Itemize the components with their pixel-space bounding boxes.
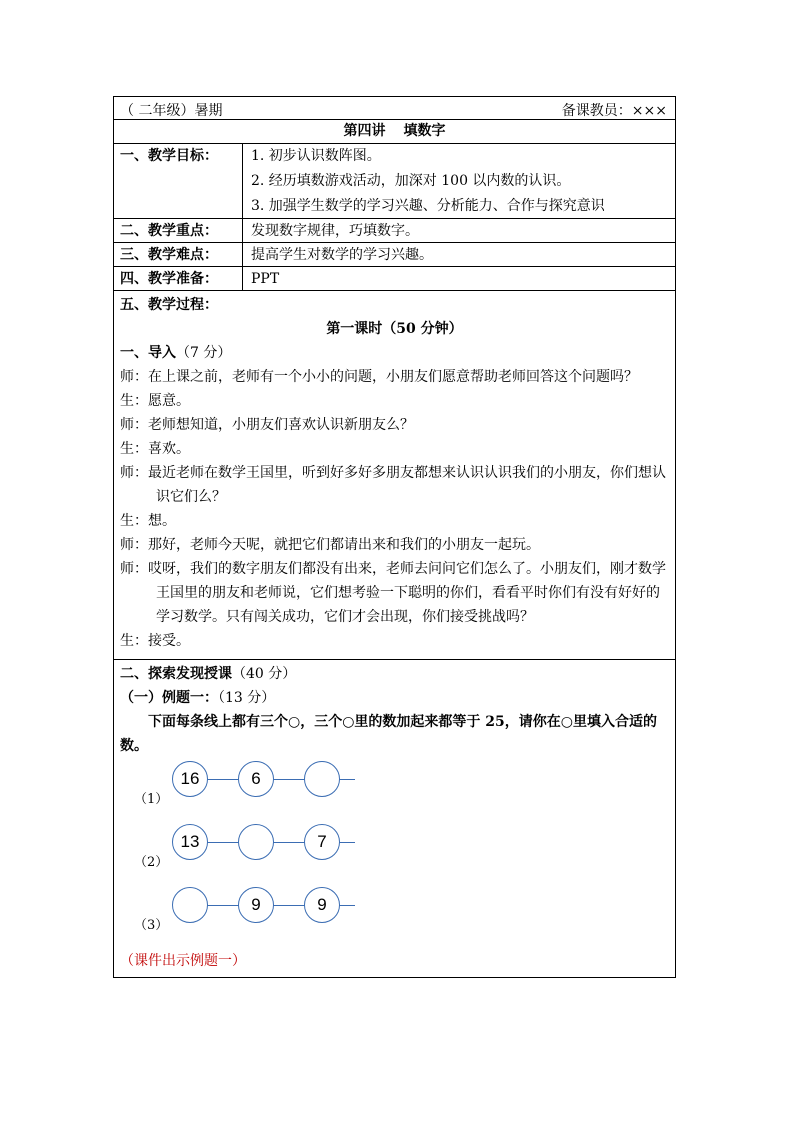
explore-heading-line — [120, 662, 669, 686]
dialogue-line: 师：老师想知道，小朋友们喜欢认识新朋友么？ — [120, 417, 414, 433]
explore-section — [113, 660, 676, 978]
objectives-list — [243, 144, 675, 218]
difficulties-label: 三、教学难点： — [114, 243, 243, 266]
preparation-value: PPT — [251, 271, 280, 287]
number-circle: 7 — [304, 824, 340, 860]
number-circle: 9 — [238, 887, 274, 923]
blank-circle[interactable] — [304, 761, 340, 797]
blank-circle[interactable] — [238, 824, 274, 860]
dialogue-line: 师：那好，老师今天呢，就把它们都请出来和我们的小朋友一起玩。 — [120, 537, 540, 553]
objective-item: 1. 初步认识数阵图。 — [251, 148, 381, 164]
lecture-number: 第四讲 — [343, 123, 386, 139]
lesson-title-row — [113, 120, 676, 144]
number-circle: 9 — [304, 887, 340, 923]
preparation-label: 四、教学准备： — [114, 267, 243, 290]
dialogue-line: 生：想。 — [120, 513, 176, 529]
puzzle-1 — [120, 758, 669, 821]
objective-item: 2. 经历填数游戏活动，加深对 100 以内数的认识。 — [251, 173, 571, 189]
process-section — [113, 291, 676, 660]
key-points-label: 二、教学重点： — [114, 219, 243, 242]
dialogue-line: 生：接受。 — [120, 633, 190, 649]
dialogue-line: 生：愿意。 — [120, 393, 190, 409]
puzzle-label: （2） — [134, 855, 169, 870]
teacher-label: 备课教员：××× — [561, 103, 667, 119]
dialogue-line: 师：哎呀，我们的数字朋友们都没有出来，老师去问问它们怎么了。小朋友们，刚才数学王国里的朋友和老师说，它们想考验一下聪明的你们，看看平时你们有没有好好的学习数学。只有闯关成功，它们才会出现，你们接受挑战吗？ — [120, 561, 666, 625]
intro-heading: 一、导入 — [120, 345, 176, 361]
dialogue-line: 生：喜欢。 — [120, 441, 190, 457]
dialogue-line: 师：在上课之前，老师有一个小小的问题，小朋友们愿意帮助老师回答这个问题吗？ — [120, 369, 638, 385]
puzzle-3 — [120, 884, 669, 947]
lecture-topic: 填数字 — [403, 123, 446, 139]
header-row — [113, 96, 676, 120]
courseware-note: （课件出示例题一） — [120, 953, 246, 969]
blank-circle[interactable] — [172, 887, 208, 923]
difficulties-value: 提高学生对数学的学习兴趣。 — [251, 247, 433, 263]
explore-heading: 二、探索发现授课 — [120, 666, 232, 682]
number-circle: 13 — [172, 824, 208, 860]
example-time: （13 分） — [218, 690, 276, 706]
lesson-period-title: 第一课时（50 分钟） — [326, 321, 463, 337]
key-points-row — [113, 219, 676, 243]
objective-item: 3. 加强学生数学的学习兴趣、分析能力、合作与探究意识 — [251, 198, 605, 214]
difficulties-row — [113, 243, 676, 267]
dialogue-line: 师：最近老师在数学王国里，听到好多好多朋友都想来认识认识我们的小朋友，你们想认识它们么？ — [120, 465, 666, 505]
example-heading: （一）例题一： — [120, 690, 218, 706]
intro-time: （7 分） — [176, 345, 232, 361]
puzzle-2 — [120, 821, 669, 884]
key-points-value: 发现数字规律，巧填数字。 — [251, 223, 419, 239]
number-circle: 16 — [172, 761, 208, 797]
preparation-row — [113, 267, 676, 291]
intro-heading-line — [120, 341, 669, 365]
lesson-plan-document — [113, 96, 676, 978]
puzzle-label: （3） — [134, 918, 169, 933]
process-label: 五、教学过程： — [120, 297, 218, 313]
puzzle-label: （1） — [134, 792, 169, 807]
explore-time: （40 分） — [232, 666, 297, 682]
example-heading-line — [120, 686, 669, 710]
problem-statement: 下面每条线上都有三个○，三个○里的数加起来都等于 25，请你在○里填入合适的数。 — [120, 714, 658, 754]
grade-label: （ 二年级）暑期 — [120, 103, 223, 119]
objectives-label: 一、教学目标： — [114, 144, 243, 218]
objectives-row — [113, 144, 676, 219]
number-circle: 6 — [238, 761, 274, 797]
